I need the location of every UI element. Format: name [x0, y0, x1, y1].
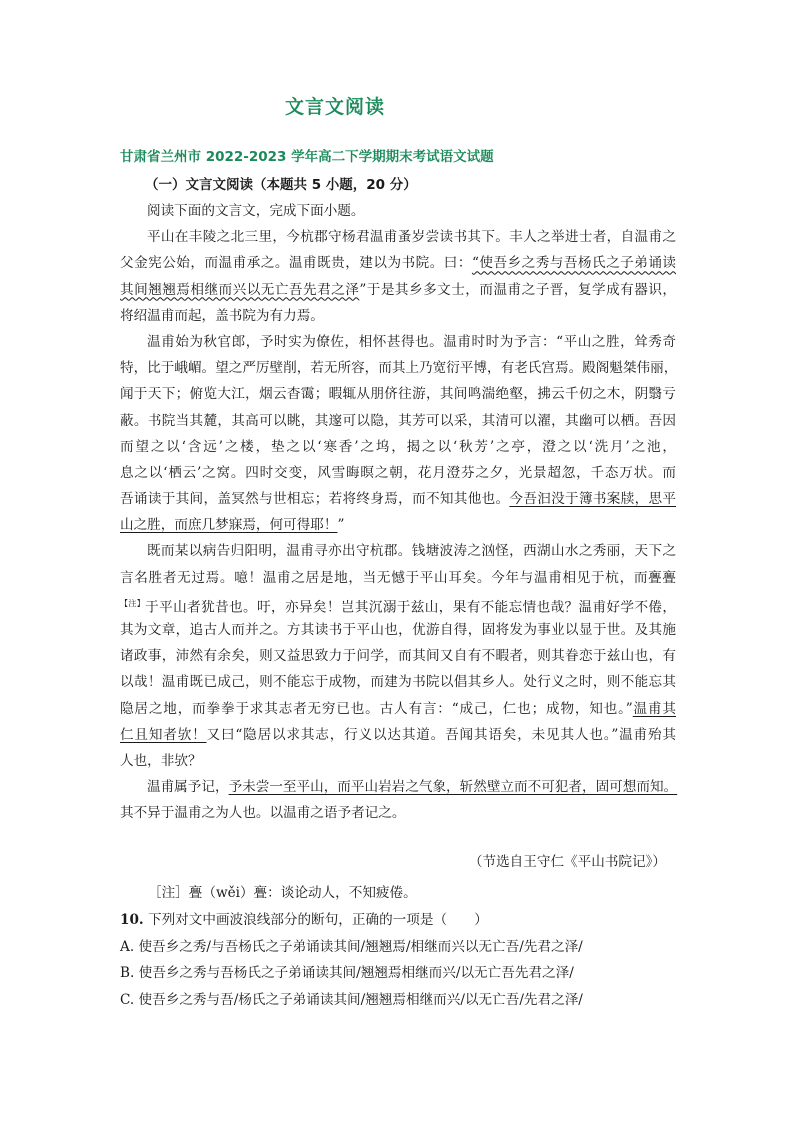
instruction: 阅读下面的文言文，完成下面小题。: [147, 203, 365, 219]
section-heading: （一）文言文阅读（本题共 5 小题，20 分）: [145, 177, 417, 193]
p1-line: 父金宪公始，而温甫承之。温甫既贵，建以为书院。曰：“使吾乡之秀与吾杨氏之子弟诵读: [120, 255, 676, 272]
page-title: 文言文阅读: [284, 96, 385, 118]
p2-line: 闻于天下；俯览大江，烟云杳霭；暇辄从朋侪往游，其间鸣湍绝壑，拂云千仞之木，阴翳亏: [120, 386, 676, 403]
citation: （节选自王守仁《平山书院记》）: [468, 854, 666, 870]
annotation: ［注］亹（wěi）亹：谈论动人，不知疲倦。: [148, 885, 417, 901]
underlined-text: 山之胜，而庶几梦寐焉，何可得耶！: [120, 517, 338, 534]
question-number: 10.: [120, 912, 144, 928]
exam-source: 甘肃省兰州市 2022-2023 学年高二下学期期末考试语文试题: [120, 149, 494, 165]
p2-line: 山之胜，而庶几梦寐焉，何可得耶！”: [120, 517, 345, 534]
p3-line: 既而某以病告归阳明，温甫寻亦出守杭郡。钱塘波涛之汹怪，西湖山水之秀丽，天下之: [147, 543, 676, 560]
p4-line: 其不异于温甫之为人也。以温甫之语予者记之。: [120, 805, 406, 822]
p3-line: 隐居之地，而拳拳于求其志者无穷已也。古人有言：“成己，仁也；成物，知也。”温甫其: [120, 700, 676, 717]
underlined-text: 温甫其: [632, 700, 676, 717]
p1-line: 平山在丰陵之北三里，今杭郡守杨君温甫蚤岁尝读书其下。丰人之举进士者，自温甫之: [147, 229, 676, 246]
question-stem: 10. 下列对文中画波浪线部分的断句，正确的一项是（ ）: [120, 912, 488, 928]
note-marker: 【注】: [120, 598, 146, 608]
option-b: B. 使吾乡之秀与吾杨氏之子弟诵读其间/翘翘焉相继而兴/以无亡吾先君之泽/: [120, 965, 574, 982]
p3-line: 诸政事，沛然有余矣，则又益思致力于问学，而其间又自有不暇者，则其眷恋于兹山也，有: [120, 648, 676, 665]
p3-line: 人也，非欤？: [120, 752, 202, 769]
p3-line: 言名胜者无过焉。噫！温甫之居是地，当无憾于平山耳矣。今年与温甫相见于杭，而亹亹: [120, 569, 676, 586]
p2-line: 息之以‘栖云’之窝。四时交变，风雪晦暝之朝，花月澄芬之夕，光景超忽，千态万状。而: [120, 464, 676, 481]
p2-line: 温甫始为秋官郎，予时实为僚佐，相怀甚得也。温甫时时为予言：“平山之胜，耸秀奇: [147, 333, 676, 350]
option-a: A. 使吾乡之秀/与吾杨氏之子弟诵读其间/翘翘焉/相继而兴以无亡吾/先君之泽/: [120, 938, 583, 955]
wavy-underlined-text: “使吾乡之秀与吾杨氏之子弟诵读: [471, 255, 676, 272]
p3-line: 仁且知者欤！又曰“隐居以求其志，行义以达其道。吾闻其语矣，未见其人也。”温甫殆其: [120, 726, 676, 743]
option-c: C. 使吾乡之秀与吾/杨氏之子弟诵读其间/翘翘焉相继而兴/以无亡吾/先君之泽/: [120, 991, 583, 1008]
wavy-underlined-text: 其间翘翘焉相继而兴以无亡吾先君之泽: [120, 281, 360, 298]
p1-line: 将绍温甫而起，盖书院为有力焉。: [120, 307, 324, 324]
underlined-text: 仁且知者欤！: [120, 726, 207, 743]
p2-line: 蔽。书院当其麓，其高可以眺，其邃可以隐，其芳可以采，其清可以濯，其幽可以栖。吾因: [120, 412, 676, 429]
underlined-text: 今吾汩没于簿书案牍，思平: [509, 491, 677, 508]
p4-line: 温甫属予记，予未尝一至平山，而平山岩岩之气象，斩然壁立而不可犯者，固可想而知。: [147, 779, 678, 796]
p2-line: 而望之以‘含远’之楼，垫之以‘寒香’之坞，揭之以‘秋芳’之亭，澄之以‘洗月’之池，: [120, 438, 676, 455]
p2-line: 特，比于峨嵋。望之严厉壁削，若无所容，而其上乃宽衍平博，有老氏宫焉。殿阁魁桀伟丽，: [120, 360, 678, 377]
underlined-text: 予未尝一至平山，而平山岩岩之气象，斩然壁立而不可犯者，固可想而知。: [228, 779, 678, 796]
p2-line: 吾诵读于其间，盖冥然与世相忘；若将终身焉，而不知其他也。今吾汩没于簿书案牍，思平: [120, 491, 677, 508]
p1-line: 其间翘翘焉相继而兴以无亡吾先君之泽”于是其乡多文士，而温甫之子晋，复学成有器识，: [120, 281, 676, 298]
passage: [120, 198, 676, 827]
p3-line: $^{【注】}$于平山者犹昔也。吁，亦异矣！岂其沉溺于兹山，果有不能忘情也哉？温甫好学不倦，: [120, 598, 677, 616]
question-10: [120, 907, 583, 1013]
p3-line: 以哉！温甫既已成己，则不能忘于成物，而建为书院以倡其乡人。处行义之时，则不能忘其: [120, 674, 676, 691]
p3-line: 其为文章，追古人而并之。方其读书于平山也，优游自得，固将发为事业以显于世。及其施: [120, 622, 676, 638]
